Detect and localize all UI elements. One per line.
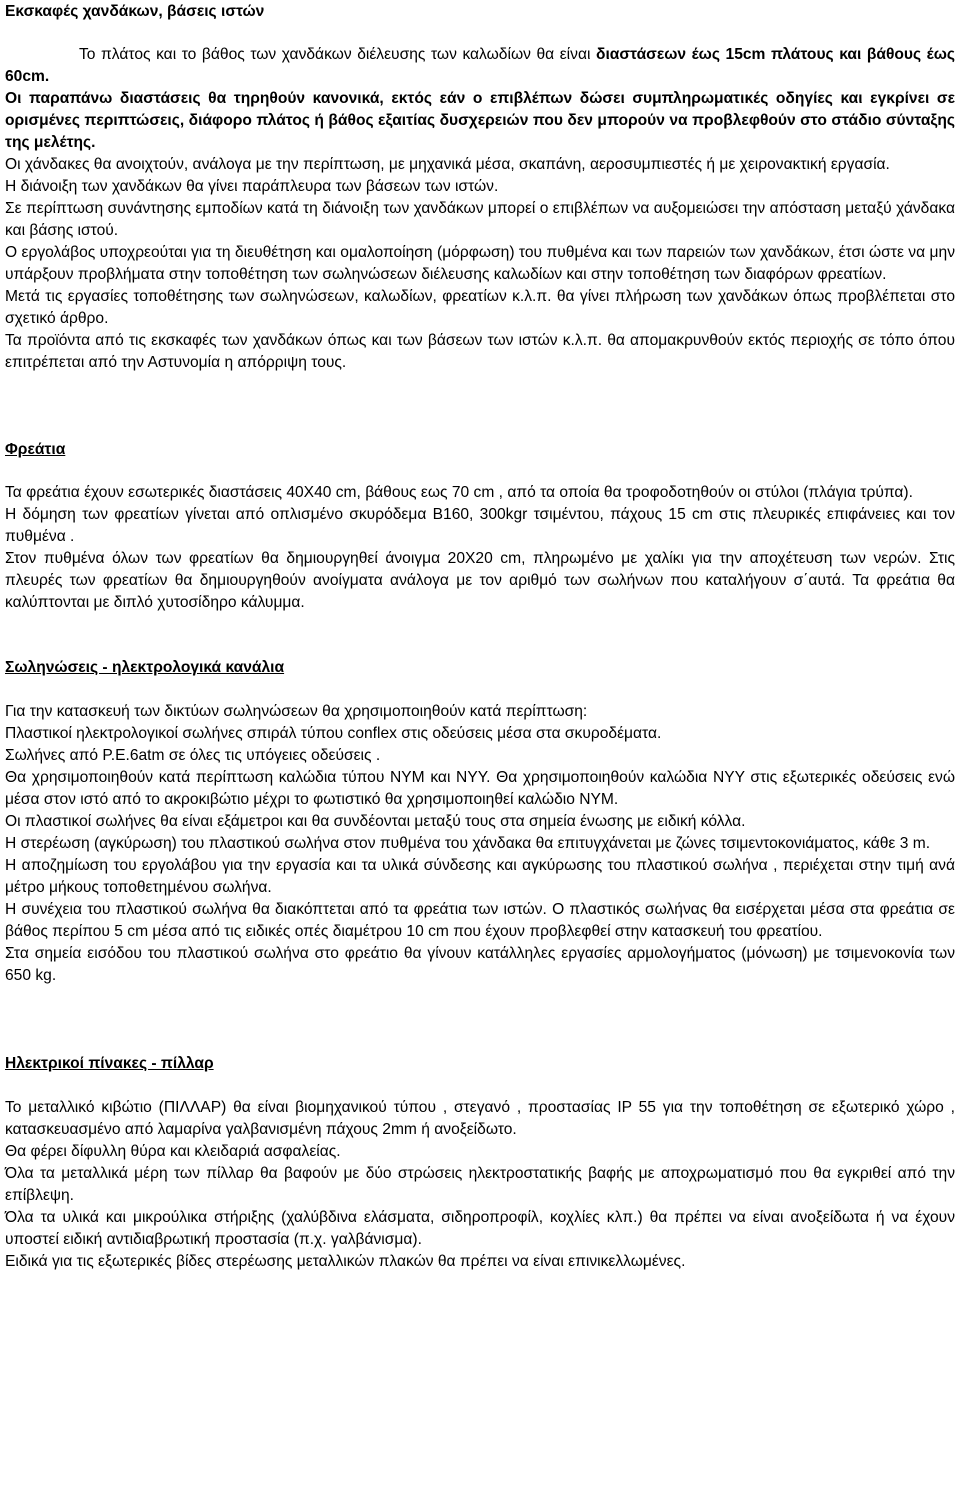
intro-bold-text: διαστάσεων έως 15cm πλάτους και βάθους έως 60cm. <box>5 46 955 85</box>
paragraph: Σωλήνες από P.E.6atm σε όλες τις υπόγειες οδεύσεις . <box>5 747 381 764</box>
document-page <box>5 0 955 1273</box>
paragraph: Μετά τις εργασίες τοποθέτησης των σωληνώσεων, καλωδίων, φρεατίων κ.λ.π. θα γίνει πλήρωση των χανδάκων όπως προβλέπεται στο σχετικό άρθρο. <box>5 288 955 327</box>
paragraph: Τα προϊόντα από τις εκσκαφές των χανδάκων όπως και των βάσεων των ιστών κ.λ.π. θα απομακρυνθούν εκτός περιοχής σε τόπο όπου επιτρέπεται από την Αστυνομία η απόρριψη τους. <box>5 332 955 371</box>
paragraph: Το μεταλλικό κιβώτιο (ΠΙΛΛΑΡ) θα είναι βιομηχανικού τύπου , στεγανό , προστασίας IP 55 για την τοποθέτηση σε εξωτερικό χώρο , κατασκευασμένο από λαμαρίνα γαλβανισμένη πάχους 2mm ή ανοξείδωτο. <box>5 1099 955 1138</box>
paragraph: Θα χρησιμοποιηθούν κατά περίπτωση καλώδια τύπου NYM και NYY. Θα χρησιμοποιηθούν καλώδια NYY στις εξωτερικές οδεύσεις ενώ μέσα στον ιστό από το ακροκιβώτιο μέχρι το φωτιστικό θα χρησιμοποιηθεί καλώδιο NYM. <box>5 769 955 808</box>
paragraph: Οι χάνδακες θα ανοιχτούν, ανάλογα με την περίπτωση, με μηχανικά μέσα, σκαπάνη, αεροσυμπιεστές ή με χειρονακτική εργασία. <box>5 156 890 173</box>
paragraph: Όλα τα υλικά και μικρούλικα στήριξης (χαλύβδινα ελάσματα, σιδηροπροφίλ, κοχλίες κλπ.) θα πρέπει να είναι ανοξείδωτα ή να έχουν υποστεί ειδική αντιδιαβρωτική προστασία (π.χ. γαλβάνισμα). <box>5 1209 955 1248</box>
paragraph: Η στερέωση (αγκύρωση) του πλαστικού σωλήνα στον πυθμένα του χάνδακα θα επιτυγχάνεται με ζώνες τσιμεντοκονιάματος, κάθε 3 m. <box>5 835 931 852</box>
paragraph: Στον πυθμένα όλων των φρεατίων θα δημιουργηθεί άνοιγμα 20Χ20 cm, πληρωμένο με χαλίκι για την αποχέτευση των νερών. Στις πλευρές των φρεατίων θα δημιουργηθούν ανοίγματα ανάλογα με τον αριθμό των σωλήνων που καταλήγουν σ΄αυτά. Τα φρεάτια θα καλύπτονται με διπλό χυτοσίδηρο κάλυμμα. <box>5 550 955 611</box>
paragraph: Ειδικά για τις εξωτερικές βίδες στερέωσης μεταλλικών πλακών θα πρέπει να είναι επινικελλωμένες. <box>5 1253 686 1270</box>
paragraph: Για την κατασκευή των δικτύων σωληνώσεων θα χρησιμοποιηθούν κατά περίπτωση: <box>5 703 588 720</box>
paragraph: Ο εργολάβος υποχρεούται για τη διευθέτηση και ομαλοποίηση (μόρφωση) του πυθμένα και των παρειών των χανδάκων, έτσι ώστε να μην υπάρξουν προβλήματα στην τοποθέτηση των σωληνώσεων διέλευσης καλωδίων και στην τοποθέτηση των διαφόρων φρεατίων. <box>5 244 955 283</box>
section-title-electrical-panels: Ηλεκτρικοί πίνακες - πίλλαρ <box>5 1055 214 1072</box>
bold-paragraph: Οι παραπάνω διαστάσεις θα τηρηθούν κανονικά, εκτός εάν ο επιβλέπων δώσει συμπληρωματικές οδηγίες και εγκρίνει σε ορισμένες περιπτώσεις, διάφορο πλάτος ή βάθος εξαιτίας δυσχερειών που δεν μπορούν να προβλεφθούν στο στάδιο σύνταξης της μελέτης. <box>5 90 955 151</box>
section-title-excavations: Εκσκαφές χανδάκων, βάσεις ιστών <box>5 3 265 20</box>
paragraph: Οι πλαστικοί σωλήνες θα είναι εξάμετροι και θα συνδέονται μεταξύ τους στα σημεία ένωσης με ειδική κόλλα. <box>5 813 746 830</box>
intro-paragraph <box>5 44 955 88</box>
paragraph: Όλα τα μεταλλικά μέρη των πίλλαρ θα βαφούν με δύο στρώσεις ηλεκτροστατικής βαφής με αποχρωματισμό που θα εγκριθεί από την επίβλεψη. <box>5 1165 955 1204</box>
paragraph: Τα φρεάτια έχουν εσωτερικές διαστάσεις 40Χ40 cm, βάθους εως 70 cm , από τα οποία θα τροφοδοτηθούν οι στύλοι (πλάγια τρύπα). <box>5 484 913 501</box>
section-title-conduits: Σωληνώσεις - ηλεκτρολογικά κανάλια <box>5 659 285 676</box>
paragraph: Η δόμηση των φρεατίων γίνεται από οπλισμένο σκυρόδεμα Β160, 300kgr τσιμέντου, πάχους 15 cm στις πλευρικές επιφάνειες και τον πυθμένα . <box>5 506 955 545</box>
paragraph: Πλαστικοί ηλεκτρολογικοί σωλήνες σπιράλ τύπου conflex στις οδεύσεις μέσα στα σκυροδέματα. <box>5 725 662 742</box>
paragraph: Στα σημεία εισόδου του πλαστικού σωλήνα στο φρεάτιο θα γίνουν κατάλληλες εργασίες αρμολογήματος (μόνωση) με τσιμενοκονία των 650 kg. <box>5 945 955 984</box>
paragraph: Η αποζημίωση του εργολάβου για την εργασία και τα υλικά σύνδεσης και αγκύρωσης του πλαστικού σωλήνα , περιέχεται στην τιμή ανά μέτρο μήκους τοποθετημένου σωλήνα. <box>5 857 955 896</box>
paragraph: Σε περίπτωση συνάντησης εμποδίων κατά τη διάνοιξη των χανδάκων μπορεί ο επιβλέπων να αυξομειώσει την απόσταση μεταξύ χάνδακα και βάσης ιστού. <box>5 200 955 239</box>
intro-text: Το πλάτος και το βάθος των χανδάκων διέλευσης των καλωδίων θα είναι <box>79 46 596 63</box>
paragraph: Η διάνοιξη των χανδάκων θα γίνει παράπλευρα των βάσεων των ιστών. <box>5 178 499 195</box>
section-title-manholes: Φρεάτια <box>5 441 66 458</box>
paragraph: Θα φέρει δίφυλλη θύρα και κλειδαριά ασφαλείας. <box>5 1143 341 1160</box>
paragraph: Η συνέχεια του πλαστικού σωλήνα θα διακόπτεται από τα φρεάτια των ιστών. Ο πλαστικός σωλήνας θα εισέρχεται μέσα στα φρεάτια σε βάθος περίπου 5 cm μέσα από τις ειδικές οπές διαμέτρου 10 cm που έχουν προβλεφθεί στην κατασκευή του φρεατίου. <box>5 901 955 940</box>
